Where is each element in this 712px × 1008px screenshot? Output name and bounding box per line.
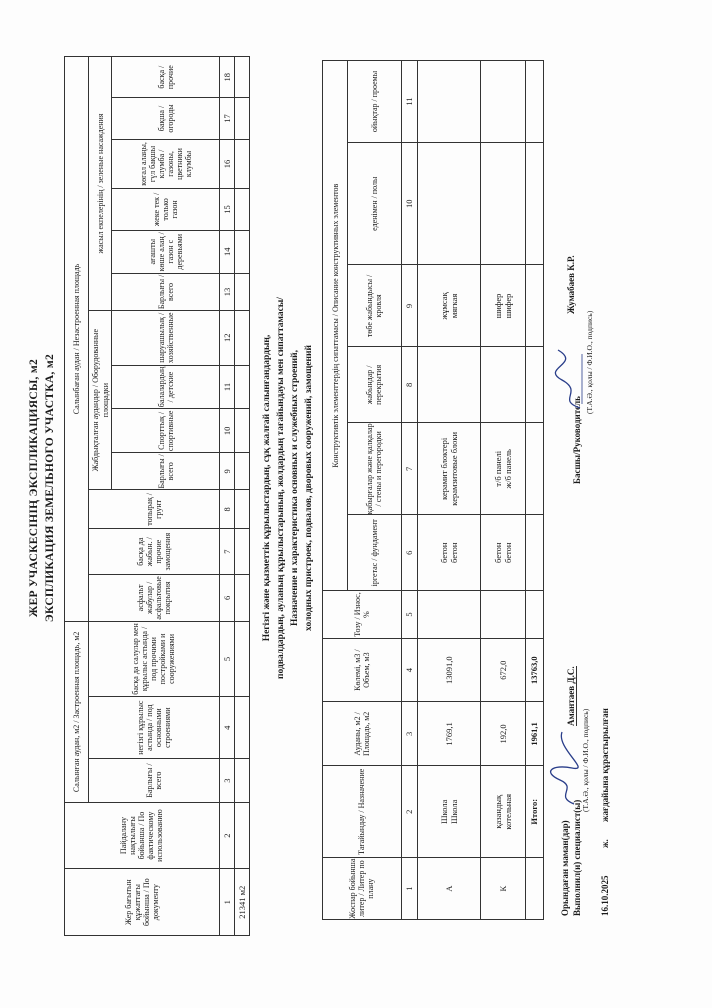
executor-hint: (Т.А.Ә., қолы / Ф.И.О., подпись)	[581, 708, 590, 812]
manager-hint: (Т.А.Ә., қолы / Ф.И.О., подпись)	[585, 310, 594, 414]
eq-sport-header: Спорттық / спортивные	[156, 410, 175, 452]
floors-cell	[480, 347, 525, 423]
floors-header: жабындар / перекрытия	[365, 364, 384, 405]
table1-num: 8	[219, 490, 234, 529]
table2-num: 5	[401, 591, 417, 639]
table1-cell	[234, 189, 249, 230]
volume-cell: 672,0	[480, 638, 525, 702]
date-suffix: ж.	[600, 839, 610, 848]
table1-cell	[234, 759, 249, 802]
liter-cell: К	[480, 858, 525, 920]
structure-header: Конструктивтік элементтердің сипаттамасы / Описание конструктивных элементов	[330, 183, 340, 468]
table1-cell	[234, 98, 249, 139]
green-total-header: Барлығы / всего	[156, 274, 175, 310]
table1-cell	[234, 621, 249, 696]
liter-cell: А	[417, 858, 480, 920]
green-only-header: жеке тек / только газон	[152, 192, 180, 227]
description-line-1: Негізгі және қызметтік құрылыстардың, сұқ жалғай салынғандардың,	[262, 334, 272, 642]
wear-header: Тозу / Износ, %	[352, 592, 371, 637]
table1-cell	[234, 365, 249, 409]
green-trees-header: ағашты көше алаң / газон с деревьями	[147, 232, 184, 272]
table2-num: 3	[401, 702, 417, 766]
table1-num: 4	[219, 697, 234, 759]
total-label: Итого:	[525, 766, 543, 858]
eq-total-header: Барлығы / всего	[156, 454, 175, 489]
executor-label-kz: Орындаған маман(дар)	[560, 820, 570, 916]
floor-cell	[480, 143, 525, 265]
table1-cell	[234, 574, 249, 621]
floor-header: еденімен / полы	[369, 176, 379, 231]
executor-label-ru: Выполнил(и) специалист(ы)	[572, 799, 582, 916]
table1-num: 17	[219, 98, 234, 139]
table1-cell	[234, 230, 249, 273]
table1-cell	[234, 802, 249, 869]
table1-num: 6	[219, 574, 234, 621]
total-volume: 13763,0	[525, 638, 543, 702]
area-cell: 192,0	[480, 702, 525, 766]
table1-cell	[234, 453, 249, 490]
manager-signature-icon	[552, 344, 588, 414]
walls-cell: керамит блоктері керамзитовые блоки	[417, 423, 480, 515]
purpose-cell: қазандық котельная	[480, 766, 525, 858]
total-area: 1961,1	[525, 702, 543, 766]
built-main-header: негізгі құрылыс астында / под основными строениями	[135, 700, 172, 755]
land-explication-table	[64, 56, 250, 936]
liter-header: Жоспар бойынша литер / Литер по плану	[348, 858, 376, 919]
table2-num: 10	[401, 143, 417, 265]
equipped-header: Жабдықталған аудандар / Оборудованные площадки	[90, 328, 110, 472]
manager-label: Басшы/Руководитель	[572, 396, 582, 484]
built-total-header: Барлығы / всего	[144, 763, 163, 798]
unbuilt-area-header: Салынбаған аудан / Незастроенная площадь	[72, 263, 82, 415]
table1-num: 2	[219, 802, 234, 869]
volume-header: Көлемі, м3 / Объем, м3	[352, 649, 371, 691]
openings-header: ойықтар / проемы	[369, 70, 379, 133]
table1-number-row	[219, 57, 234, 936]
table1-cell	[234, 490, 249, 529]
col-fact-header: Пайдалану нақтылығы бойынша / По фактическому использованию	[119, 809, 165, 862]
table2-num: 6	[401, 515, 417, 591]
table2-num: 8	[401, 347, 417, 423]
description-line-4: холодных пристроек, подвалов, дворовых сооружений, замощений	[304, 345, 314, 631]
table1-cell	[234, 273, 249, 310]
green-beds-header: көгал алаңы, гүл бақшы клумба / газоны, цветники клумбы	[138, 142, 193, 186]
table1-cell	[234, 310, 249, 365]
table1-num: 13	[219, 273, 234, 310]
table1-num: 9	[219, 453, 234, 490]
table1-num: 1	[219, 869, 234, 936]
total-row	[525, 61, 543, 920]
col-doc-header: Жер бағытын құжаттағы бойынша / По документу	[123, 878, 160, 927]
table1-num: 12	[219, 310, 234, 365]
other-header: басқа / прочие	[156, 65, 175, 90]
table1-cell	[234, 529, 249, 574]
area-cell: 1769,1	[417, 702, 480, 766]
soil-header: топырақ / грунт	[144, 493, 163, 526]
eq-house-header: шаруашылық / хозяйственные	[156, 312, 175, 364]
table1-num: 16	[219, 139, 234, 189]
other-cover-header: басқа да жабын. / прочие замощения	[135, 532, 172, 571]
description-line-3: Назначение и характеристика основных и служебных строений,	[290, 350, 300, 627]
date: 16.10.2025	[600, 875, 610, 916]
table1-num: 5	[219, 621, 234, 696]
roof-header: төбе жабындысы / кровля	[365, 274, 384, 338]
purpose-cell: Школа Школа	[417, 766, 480, 858]
table1-num: 15	[219, 189, 234, 230]
foundation-cell: бетон бетон	[417, 515, 480, 591]
asphalt-header: асфальт жабулар / асфальтовые покрытия	[135, 576, 172, 620]
table2-num: 1	[401, 858, 417, 920]
table2-num: 11	[401, 61, 417, 143]
table1-num: 7	[219, 529, 234, 574]
executor-signature-icon	[548, 728, 582, 808]
roof-cell: шифер шифер	[480, 265, 525, 347]
roof-cell: жұмсақ мягкая	[417, 265, 480, 347]
table1-data-row	[234, 57, 249, 936]
table-row	[480, 61, 525, 920]
title-ru: ЭКСПЛИКАЦИЯ ЗЕМЕЛЬНОГО УЧАСТКА, м2	[44, 353, 56, 623]
purpose-header: Тағайындау / Назначение	[357, 768, 367, 855]
table2-number-row	[401, 61, 417, 920]
openings-cell	[480, 61, 525, 143]
table1-num: 14	[219, 230, 234, 273]
foundation-cell: бетон бетон	[480, 515, 525, 591]
table1-num: 3	[219, 759, 234, 802]
wear-cell	[417, 591, 480, 639]
foundation-header: іргетас / фундамент	[369, 519, 379, 587]
table2-num: 9	[401, 265, 417, 347]
table2-num: 7	[401, 423, 417, 515]
eq-child-header: балалардың / детские	[156, 366, 175, 408]
floors-cell	[417, 347, 480, 423]
openings-cell	[417, 61, 480, 143]
built-other-header: басқа да салулар мен құрылыс астында / под прочими постройками и сооружениями	[131, 623, 177, 695]
green-header: жасыл екпелерінің / зеленые насаждения	[95, 113, 105, 254]
volume-cell: 13091,0	[417, 638, 480, 702]
built-area-header: Салынған аудан, м2 / Застроенная площадь, м2	[72, 631, 82, 793]
table1-cell	[234, 57, 249, 98]
buildings-table	[322, 60, 544, 920]
table1-cell	[234, 697, 249, 759]
executor-name: Амантаев Д.С.	[566, 666, 576, 726]
title-kz: ЖЕР УЧАСКЕСІНІҢ ЭКСПЛИКАЦИЯСЫ, м2	[28, 358, 40, 618]
date-note: жағдайына құрастырылған	[600, 708, 610, 822]
manager-name: Жумабаев К.Р.	[566, 255, 576, 314]
table1-cell	[234, 409, 249, 453]
description-line-2: подвалдардың, ауланың құрылыстарының, жолдардың тағайындауы мен сипаттамасы/	[276, 297, 286, 679]
table1-num: 10	[219, 409, 234, 453]
table1-num: 18	[219, 57, 234, 98]
floor-cell	[417, 143, 480, 265]
table1-num: 11	[219, 365, 234, 409]
table1-cell: 21341 м2	[234, 869, 249, 936]
area-header: Ауданы, м2 / Площадь, м2	[352, 711, 371, 756]
table2-num: 4	[401, 638, 417, 702]
table1-cell	[234, 139, 249, 189]
walls-cell: т/б панелі ж/б панель	[480, 423, 525, 515]
table2-num: 2	[401, 766, 417, 858]
table-row	[417, 61, 480, 920]
walls-header: қабырғалар және қалқалар / стены и перегородки	[365, 423, 384, 515]
gardens-header: бақша / огороды	[156, 104, 175, 133]
wear-cell	[480, 591, 525, 639]
